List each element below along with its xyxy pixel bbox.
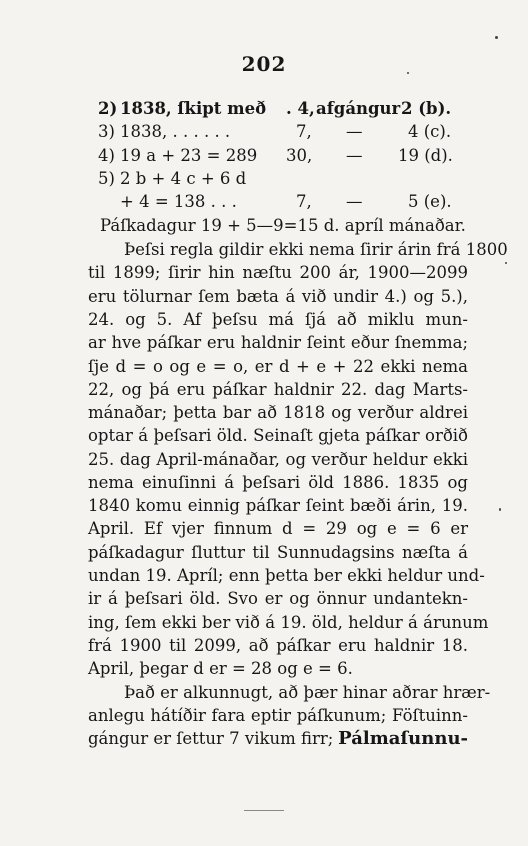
calc-result: 2 (b). — [401, 99, 452, 118]
ink-speck — [407, 72, 409, 74]
calc-label: 4) — [98, 146, 115, 165]
text-line: anlegu hátíðir fara eptir páſkunum; Föſtuinn- — [88, 706, 468, 725]
calc-result: 5 (e). — [408, 192, 452, 211]
text-line: ing, ſem ekki ber við á 19. öld, heldur á árunum — [88, 613, 489, 632]
calc-label: 3) — [98, 122, 115, 141]
text-line: April, þegar d er = 28 og e = 6. — [88, 659, 353, 678]
calc-expression: 2 b + 4 c + 6 d — [120, 169, 247, 188]
ink-speck — [495, 36, 498, 39]
calc-remainder-label: — — [346, 122, 363, 141]
ink-speck — [499, 508, 501, 511]
text-line: páſkadagur ſluttur til Sunnudagsins næſta á — [88, 543, 468, 562]
calc-divisor: . 4, — [286, 99, 315, 118]
footer-rule — [244, 810, 284, 811]
ink-speck — [505, 262, 507, 264]
calc-expression: 1838, ſkipt með — [120, 99, 267, 118]
calc-expression: 1838, . . . . . . — [120, 122, 231, 141]
text-line: 25. dag April-mánaðar, og verður heldur ekki — [88, 450, 468, 469]
calc-label: 5) — [98, 169, 115, 188]
text-line: eru tölurnar ſem bæta á við undir 4.) og 5.), — [88, 287, 468, 306]
text-line: optar á þeſsari öld. Seinaſt gjeta páſkar orðið — [88, 426, 468, 445]
calc-remainder-label: — — [346, 192, 363, 211]
emphasized-word: Pálmaſunnu- — [338, 728, 468, 749]
calc-expression: + 4 = 138 . . . — [120, 192, 237, 211]
text-line: 24. og 5. Af þeſsu má ſjá að miklu mun- — [88, 310, 468, 329]
text-fragment: gángur er ſettur 7 vikum firr; — [88, 729, 334, 748]
easter-result-line: Páſkadagur 19 + 5—9=15 d. apríl mánaðar. — [100, 216, 466, 235]
calc-result: 19 (d). — [398, 146, 453, 165]
text-line: ar hve páſkar eru haldnir ſeint eður ſnemma; — [88, 333, 468, 352]
text-line: nema einuſinni á þeſsari öld 1886. 1835 og — [88, 473, 468, 492]
page-number: 202 — [241, 52, 287, 76]
text-line — [88, 728, 468, 750]
text-line: Það er alkunnugt, að þær hinar aðrar hrær- — [124, 683, 491, 702]
text-line: 22, og þá eru páſkar haldnir 22. dag Marts- — [88, 380, 468, 399]
text-line: 1840 komu einnig páſkar ſeint bæði árin, 19. — [88, 496, 468, 515]
text-line: til 1899; ſirir hin næſtu 200 ár, 1900—2099 — [88, 263, 468, 282]
calc-result: 4 (c). — [408, 122, 452, 141]
calc-divisor: 7, — [296, 192, 312, 211]
text-line: April. Ef vjer finnum d = 29 og e = 6 er — [88, 519, 468, 538]
calc-divisor: 30, — [286, 146, 313, 165]
calc-label: 2) — [98, 99, 118, 118]
text-line: mánaðar; þetta bar að 1818 og verður aldrei — [88, 403, 468, 422]
text-line: undan 19. Apríl; enn þetta ber ekki heldur und- — [88, 566, 485, 585]
calc-divisor: 7, — [296, 122, 312, 141]
calc-remainder-label: — — [346, 146, 363, 165]
calc-expression: 19 a + 23 = 289 — [120, 146, 258, 165]
calc-remainder-label: afgángur — [316, 99, 401, 118]
text-line: frá 1900 til 2099, að páſkar eru haldnir 18. — [88, 636, 468, 655]
text-line: Þeſsi regla gildir ekki nema ſirir árin frá 1800 — [124, 240, 508, 259]
text-line: ir á þeſsari öld. Svo er og önnur undantekn- — [88, 589, 468, 608]
text-line: ſje d = o og e = o, er d + e + 22 ekki nema — [88, 357, 468, 376]
